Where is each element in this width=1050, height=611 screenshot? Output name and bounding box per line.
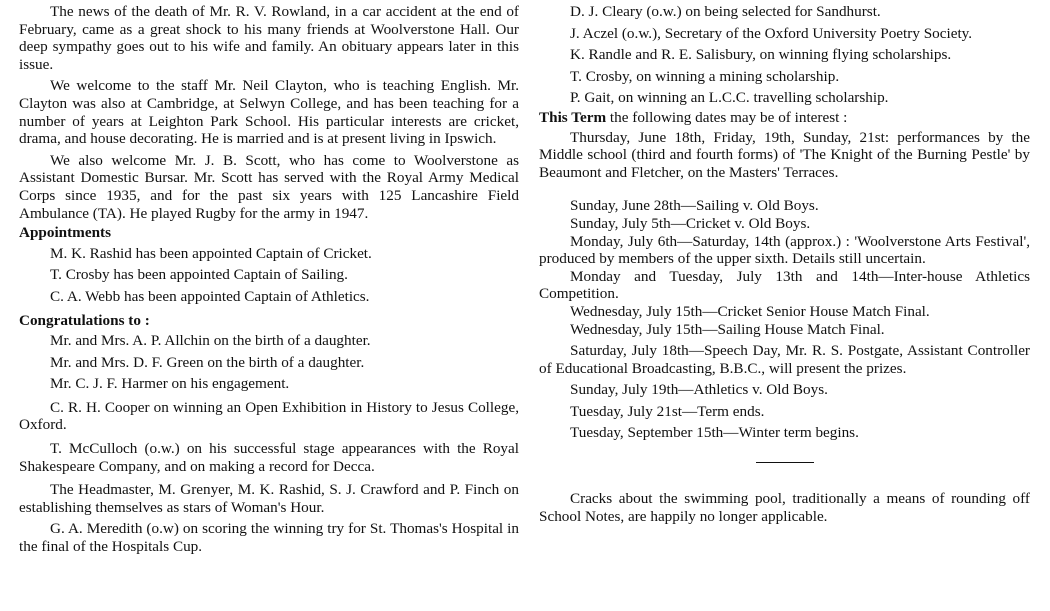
date-item: Thursday, June 18th, Friday, 19th, Sunday, 21st: performances by the Middle school (third and fourth forms) of 'The Knight of the Burning Pestle' by Beaumont and Fletcher, on the Masters' Terraces.	[539, 128, 1030, 181]
scott-welcome-paragraph: We also welcome Mr. J. B. Scott, who has come to Woolverstone as Assistant Domestic Bursar. Mr. Scott has served with the Royal Army Medical Corps since 1935, and for the past six years with 125 Lancashire Field Ambulance (TA). He played Rugby for the army in 1947.	[19, 151, 519, 222]
congratulation-item: Mr. C. J. F. Harmer on his engagement.	[50, 375, 290, 393]
date-item: Sunday, June 28th—Sailing v. Old Boys.	[570, 197, 819, 215]
congratulation-item: P. Gait, on winning an L.C.C. travelling scholarship.	[570, 89, 889, 107]
appointment-item: M. K. Rashid has been appointed Captain of Cricket.	[50, 244, 372, 262]
appointment-item: T. Crosby has been appointed Captain of Sailing.	[50, 266, 348, 284]
congratulation-item: The Headmaster, M. Grenyer, M. K. Rashid, S. J. Crawford and P. Finch on establishing themselves as stars of Woman's Hour.	[19, 481, 519, 516]
congratulation-item: G. A. Meredith (o.w) on scoring the winning try for St. Thomas's Hospital in the final of the Hospitals Cup.	[19, 520, 519, 556]
congratulation-item: T. McCulloch (o.w.) on his successful stage appearances with the Royal Shakespeare Company, and on making a record for Decca.	[19, 440, 519, 475]
section-divider	[756, 462, 814, 463]
date-item: Saturday, July 18th—Speech Day, Mr. R. S. Postgate, Assistant Controller of Educational Broadcasting, B.B.C., will present the prizes.	[539, 342, 1030, 377]
this-term-text: the following dates may be of interest :	[606, 108, 848, 126]
date-item: Sunday, July 19th—Athletics v. Old Boys.	[570, 381, 828, 399]
obituary-paragraph: The news of the death of Mr. R. V. Rowland, in a car accident at the end of February, came as a great shock to his many friends at Woolverstone Hall. Our deep sympathy goes out to his wife and family. An obituary appears later in this issue.	[19, 3, 519, 73]
appointment-item: C. A. Webb has been appointed Captain of Athletics.	[50, 287, 370, 305]
appointments-list	[19, 245, 519, 306]
term-dates-list	[539, 129, 1030, 443]
congratulation-item: K. Randle and R. E. Salisbury, on winning flying scholarships.	[570, 46, 952, 64]
date-item: Sunday, July 5th—Cricket v. Old Boys.	[570, 214, 811, 232]
congratulation-item: D. J. Cleary (o.w.) on being selected for Sandhurst.	[570, 3, 881, 20]
date-item: Monday and Tuesday, July 13th and 14th—Inter-house Athletics Competition.	[539, 267, 1030, 303]
date-item: Wednesday, July 15th—Sailing House Match Final.	[570, 320, 885, 338]
congratulations-continued-list	[539, 3, 1030, 107]
right-column	[539, 3, 1030, 529]
congratulations-list	[19, 332, 519, 556]
closing-paragraph: Cracks about the swimming pool, traditionally a means of rounding off School Notes, are happily no longer applicable.	[539, 490, 1030, 525]
this-term-intro	[539, 109, 1030, 127]
date-item: Wednesday, July 15th—Cricket Senior House Match Final.	[570, 302, 930, 320]
congratulation-item: Mr. and Mrs. A. P. Allchin on the birth of a daughter.	[50, 332, 371, 350]
this-term-label: This Term	[539, 108, 607, 126]
congratulation-item: Mr. and Mrs. D. F. Green on the birth of a daughter.	[50, 353, 365, 371]
date-item: Tuesday, July 21st—Term ends.	[570, 402, 765, 420]
date-item: Monday, July 6th—Saturday, 14th (approx.) : 'Woolverstone Arts Festival', produced by members of the upper sixth. Details still uncertain.	[539, 232, 1030, 268]
congratulations-heading: Congratulations to :	[19, 311, 150, 329]
clayton-welcome-paragraph: We welcome to the staff Mr. Neil Clayton, who is teaching English. Mr. Clayton was also at Cambridge, at Selwyn College, and has been teaching for a number of years at Leighton Park School. His particular interests are cricket, drama, and house decorating. He is married and is at present living in Ipswich.	[19, 77, 519, 148]
left-column	[19, 3, 519, 560]
date-item: Tuesday, September 15th—Winter term begins.	[570, 424, 859, 442]
congratulation-item: J. Aczel (o.w.), Secretary of the Oxford University Poetry Society.	[570, 24, 973, 42]
congratulation-item: C. R. H. Cooper on winning an Open Exhibition in History to Jesus College, Oxford.	[19, 398, 519, 434]
spacer	[539, 185, 1030, 197]
appointments-heading: Appointments	[19, 224, 111, 242]
congratulation-item: T. Crosby, on winning a mining scholarship.	[570, 67, 840, 85]
